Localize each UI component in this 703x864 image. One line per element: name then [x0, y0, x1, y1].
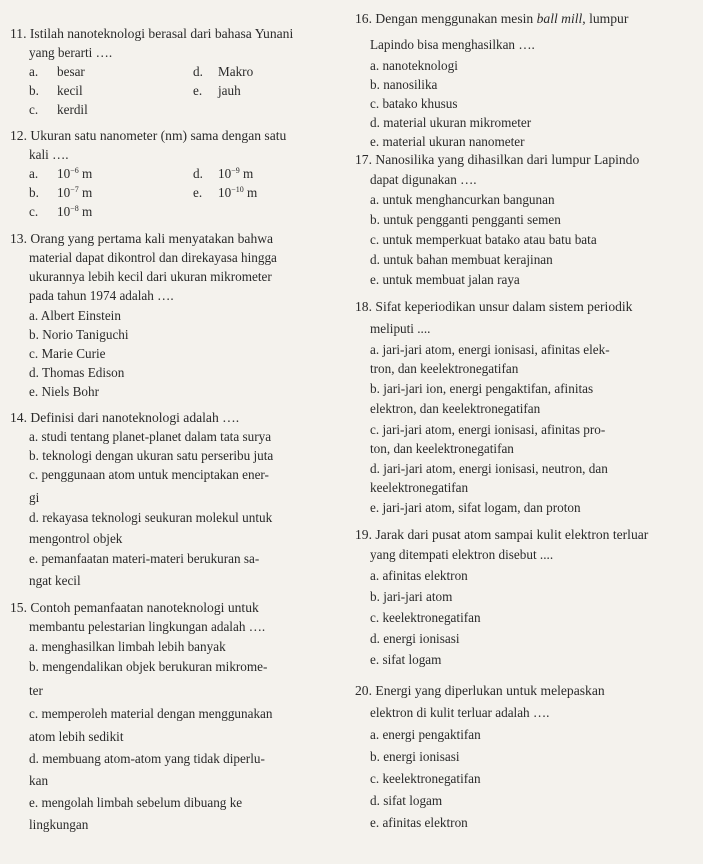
q18-line-9: e. jari-jari atom, sifat logam, dan proton — [370, 500, 581, 515]
q15-line-3: ter — [29, 683, 43, 698]
q13-option-e: e. Niels Bohr — [29, 384, 99, 399]
q19-option-c: c. keelektronegatifan — [370, 610, 481, 625]
q18-line-1: a. jari-jari atom, energi ionisasi, afinitas elek- — [370, 342, 610, 357]
q16-option-a: a. nanoteknologi — [370, 58, 458, 73]
q18-line-3: b. jari-jari ion, energi pengaktifan, afinitas — [370, 381, 594, 396]
question-16-stem: 16. Dengan menggunakan mesin ball mill, lumpur — [355, 11, 629, 26]
q12-option-e-letter: e. — [193, 185, 203, 200]
q19-option-e: e. sifat logam — [370, 652, 442, 667]
q17-option-d: d. untuk bahan membuat kerajinan — [370, 252, 553, 267]
q20-option-c: c. keelektronegatifan — [370, 771, 481, 786]
q15-line-7: kan — [29, 773, 49, 788]
q18-line-7: d. jari-jari atom, energi ionisasi, neutron, dan — [370, 461, 608, 476]
q14-line-3: c. penggunaan atom untuk menciptakan ener- — [29, 467, 269, 482]
q12-option-d: $10^{-9}$ m — [218, 166, 254, 181]
question-11-stem-2: yang berarti …. — [29, 45, 113, 60]
q11-option-a: besar — [57, 64, 85, 79]
q14-line-5: d. rekayasa teknologi seukuran molekul untuk — [29, 510, 273, 525]
q12-option-b-letter: b. — [29, 185, 39, 200]
q18-line-4: elektron, dan keelektronegatifan — [370, 401, 541, 416]
q11-option-e: jauh — [218, 83, 241, 98]
q14-line-4: gi — [29, 490, 40, 505]
question-13-stem-4: pada tahun 1974 adalah …. — [29, 288, 174, 303]
question-13-stem: 13. Orang yang pertama kali menyatakan bahwa — [10, 231, 274, 246]
question-17-stem-2: dapat digunakan …. — [370, 172, 477, 187]
q16-option-c: c. batako khusus — [370, 96, 458, 111]
question-14-stem: 14. Definisi dari nanoteknologi adalah …. — [10, 410, 240, 425]
q15-line-1: a. menghasilkan limbah lebih banyak — [29, 639, 226, 654]
q12-option-b: $10^{-7}$ m — [57, 185, 93, 200]
q13-option-d: d. Thomas Edison — [29, 365, 125, 380]
q20-option-d: d. sifat logam — [370, 793, 443, 808]
q15-line-4: c. memperoleh material dengan menggunakan — [29, 706, 273, 721]
q12-option-a: $10^{-6}$ m — [57, 166, 93, 181]
q14-line-6: mengontrol objek — [29, 531, 123, 546]
q17-option-e: e. untuk membuat jalan raya — [370, 272, 520, 287]
q17-option-b: b. untuk pengganti pengganti semen — [370, 212, 561, 227]
q11-option-b: kecil — [57, 83, 83, 98]
q11-option-d-letter: d. — [193, 64, 203, 79]
q19-option-a: a. afinitas elektron — [370, 568, 468, 583]
q18-line-6: ton, dan keelektronegatifan — [370, 441, 514, 456]
q15-line-6: d. membuang atom-atom yang tidak diperlu- — [29, 751, 265, 766]
q18-line-8: keelektronegatifan — [370, 480, 469, 495]
question-20-stem: 20. Energi yang diperlukan untuk melepaskan — [355, 683, 605, 698]
q15-line-9: lingkungan — [29, 817, 89, 832]
question-19-stem: 19. Jarak dari pusat atom sampai kulit elektron terluar — [355, 527, 649, 542]
question-12-stem: 12. Ukuran satu nanometer (nm) sama dengan satu — [10, 128, 287, 143]
q16-option-b: b. nanosilika — [370, 77, 438, 92]
q19-option-b: b. jari-jari atom — [370, 589, 453, 604]
q14-line-7: e. pemanfaatan materi-materi berukuran sa- — [29, 551, 260, 566]
q18-line-5: c. jari-jari atom, energi ionisasi, afinitas pro- — [370, 422, 606, 437]
q16-option-e: e. material ukuran nanometer — [370, 134, 525, 149]
q11-option-c: kerdil — [57, 102, 88, 117]
q14-line-1: a. studi tentang planet-planet dalam tata surya — [29, 429, 272, 444]
q16-option-d: d. material ukuran mikrometer — [370, 115, 532, 130]
q12-option-d-letter: d. — [193, 166, 203, 181]
question-17-stem: 17. Nanosilika yang dihasilkan dari lumpur Lapindo — [355, 152, 640, 167]
q11-option-c-letter: c. — [29, 102, 39, 117]
question-12-stem-2: kali …. — [29, 147, 69, 162]
q11-option-b-letter: b. — [29, 83, 39, 98]
q17-option-a: a. untuk menghancurkan bangunan — [370, 192, 555, 207]
question-19-stem-2: yang ditempati elektron disebut .... — [370, 547, 554, 562]
q18-line-2: tron, dan keelektronegatifan — [370, 361, 519, 376]
question-18-stem-2: meliputi .... — [370, 321, 431, 336]
q12-option-e: $10^{-10}$ m — [218, 185, 258, 200]
question-16-stem-2: Lapindo bisa menghasilkan …. — [370, 37, 535, 52]
question-11-stem: 11. Istilah nanoteknologi berasal dari bahasa Yunani — [10, 26, 294, 41]
question-20-stem-2: elektron di kulit terluar adalah …. — [370, 705, 550, 720]
q12-option-c-letter: c. — [29, 204, 39, 219]
q14-line-2: b. teknologi dengan ukuran satu perseribu juta — [29, 448, 274, 463]
q12-option-c: $10^{-8}$ m — [57, 204, 93, 219]
question-13-stem-3: ukurannya lebih kecil dari ukuran mikrometer — [29, 269, 272, 284]
q14-line-8: ngat kecil — [29, 573, 81, 588]
q15-line-5: atom lebih sedikit — [29, 729, 124, 744]
q15-line-2: b. mengendalikan objek berukuran mikrome- — [29, 659, 268, 674]
q13-option-c: c. Marie Curie — [29, 346, 106, 361]
q13-option-b: b. Norio Taniguchi — [29, 327, 129, 342]
q11-option-e-letter: e. — [193, 83, 203, 98]
question-13-stem-2: material dapat dikontrol dan direkayasa hingga — [29, 250, 277, 265]
q11-option-a-letter: a. — [29, 64, 39, 79]
q12-option-a-letter: a. — [29, 166, 39, 181]
q17-option-c: c. untuk memperkuat batako atau batu bata — [370, 232, 597, 247]
question-18-stem: 18. Sifat keperiodikan unsur dalam sistem periodik — [355, 299, 633, 314]
q11-option-d: Makro — [218, 64, 254, 79]
question-15-stem-2: membantu pelestarian lingkungan adalah …. — [29, 619, 266, 634]
q20-option-e: e. afinitas elektron — [370, 815, 468, 830]
q19-option-d: d. energi ionisasi — [370, 631, 460, 646]
question-15-stem: 15. Contoh pemanfaatan nanoteknologi untuk — [10, 600, 259, 615]
q20-option-a: a. energi pengaktifan — [370, 727, 481, 742]
q20-option-b: b. energi ionisasi — [370, 749, 460, 764]
q13-option-a: a. Albert Einstein — [29, 308, 121, 323]
q15-line-8: e. mengolah limbah sebelum dibuang ke — [29, 795, 243, 810]
